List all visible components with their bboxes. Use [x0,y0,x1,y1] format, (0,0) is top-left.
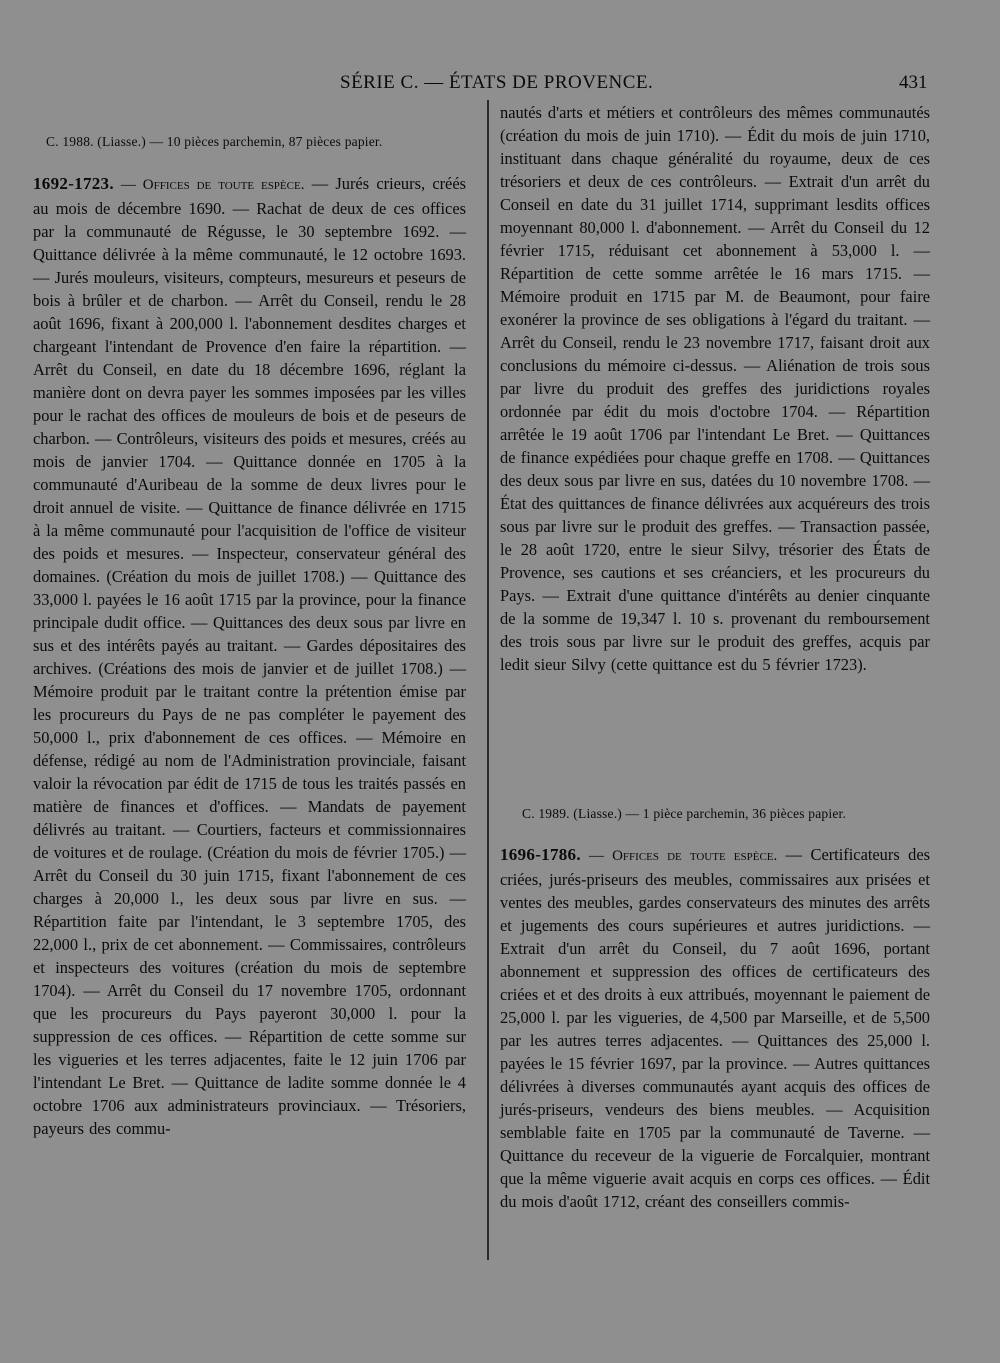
page-title: SÉRIE C. — ÉTATS DE PROVENCE. [340,72,654,93]
entry-c1988-text: — Jurés crieurs, créés au mois de décembre 1690. — Rachat de deux de ces offices par la communauté de Régusse, le 30 septembre 1692. — Quittance délivrée à la même communauté, le 12 octobre 1693. — Jurés mouleurs, visiteurs, compteurs, mesureurs et peseurs de bois à brûler et de charbon. — Arrêt du Conseil, rendu le 28 août 1696, fixant à 200,000 l. l'abonnement desdites charges et chargeant l'intendant de Provence d'en faire la répartition. — Arrêt du Conseil, en date du 18 décembre 1696, réglant la manière dont on devra payer les sommes imposées par les villes pour le rachat des offices de mouleurs de bois et de peseurs de charbon. — Contrôleurs, visiteurs des poids et mesures, créés au mois de janvier 1704. — Quittance donnée en 1705 à la communauté d'Auribeau de la somme de deux livres pour le droit annuel de visite. — Quittance de finance délivrée en 1715 à la même communauté pour l'acquisition de l'office de visiteur des poids et mesures. — Inspecteur, conservateur général des domaines. (Création du mois de juillet 1708.) — Quittance des 33,000 l. payées le 16 août 1715 par la province, pour la finance principale dudit office. — Quittances des deux sous par livre en sus et des intérêts payés au traitant. — Gardes dépositaires des archives. (Créations des mois de janvier et de juillet 1708.) — Mémoire produit par le traitant contre la prétention émise par les procureurs du Pays de ne pas compléter le payement des 50,000 l., prix d'abonnement de ces offices. — Mémoire en défense, rédigé au nom de l'Administration provinciale, faisant valoir la révocation par édit de 1715 de tous les traités passés en matière de finances et d'offices. — Mandats de payement délivrés au traitant. — Courtiers, facteurs et commissionnaires de voitures et de roulage. (Création du mois de février 1705.) — Arrêt du Conseil du 30 juin 1715, fixant l'abonnement de ces charges à 20,000 l., les deux sous par livre en sus. — Répartition faite par l'intendant, le 3 septembre 1705, des 22,000 l., prix de cet abonnement. — Commissaires, contrôleurs et inspecteurs des voitures (création du mois de septembre 1704). — Arrêt du Conseil du 17 novembre 1705, ordonnant que les procureurs du Pays payeront 30,000 l. pour la suppression de ces offices. — Répartition de cette somme sur les vigueries et les terres adjacentes, faite le 12 juin 1706 par l'intendant Le Bret. — Quittance de ladite somme donnée le 4 octobre 1706 aux administrateurs provinciaux. — Trésoriers, payeurs des commu- [33,174,467,1138]
entry-c1988-dates: 1692-1723. [33,174,114,193]
entry-c1988-continued [500,101,930,676]
column-divider [487,100,489,1260]
entry-caption-c1988: C. 1988. (Liasse.) — 10 pièces parchemin, 87 pièces papier. [46,134,383,149]
entry-c1989-text: — Certificateurs des criées, jurés-priseurs des meubles, commissaires aux prisées et ventes des meubles, gardes conservateurs des minutes des arrêts et jugements des cours supérieures et autres juridictions. — Extrait d'un arrêt du Conseil, du 7 août 1696, portant abonnement et suppression des offices de certificateurs des criées et et des droits à eux attribués, moyennant le paiement de 25,000 l. par les vigueries, de 4,500 par Marseille, et de 5,500 par les autres terres adjacentes. — Quittances des 25,000 l. payées le 15 février 1697, par la province. — Autres quittances délivrées à diverses communautés ayant acquis des offices de jurés-priseurs, vendeurs des biens meubles. — Acquisition semblable faite en 1705 par la communauté de Taverne. — Quittance du receveur de la viguerie de Forcalquier, montrant que la même viguerie avait acquis en corps ces offices. — Édit du mois d'août 1712, créant des conseillers commis- [500,845,930,1211]
page-header [0,72,1000,98]
entry-c1988-body [33,172,466,1140]
entry-c1989-dates: 1696-1786. [500,845,581,864]
entry-c1989-body [500,843,930,1213]
entry-c1989-paragraph [500,843,930,1213]
page-number: 431 [899,72,928,93]
entry-c1988-paragraph [33,172,466,1140]
entry-caption-c1989: C. 1989. (Liasse.) — 1 pièce parchemin, 36 pièces papier. [522,806,847,821]
entry-c1988-heading: — Offices de toute espèce. [113,177,305,193]
entry-c1988-continued-text: nautés d'arts et métiers et contrôleurs des mêmes communautés (création du mois de juin 1710). — Édit du mois de juin 1710, instituant dans chaque généralité du royaume, deux de ces trésoriers et deux de ces contrôleurs. — Extrait d'un arrêt du Conseil en date du 31 juillet 1714, supprimant lesdits offices moyennant 80,000 l. d'abonnement. — Arrêt du Conseil du 12 février 1715, réduisant cet abonnement à 53,000 l. — Répartition de cette somme arrêtée le 16 mars 1715. — Mémoire produit en 1715 par M. de Beaumont, pour faire exonérer la province de ses obligations à l'égard du traitant. — Arrêt du Conseil, rendu le 23 novembre 1717, faisant droit aux conclusions du mémoire ci-dessus. — Aliénation de trois sous par livre du produit des greffes des juridictions royales ordonnée par édit du mois d'octobre 1704. — Répartition arrêtée le 19 août 1706 par l'intendant Le Bret. — Quittances de finance expédiées pour chaque greffe en 1708. — Quittances des deux sous par livre en sus, datées du 10 novembre 1708. — État des quittances de finance délivrées aux acquéreurs des trois sous par livre sur le produit des greffes. — Transaction passée, le 28 août 1720, entre le sieur Silvy, trésorier des États de Provence, ses cautions et ses créanciers, et les procureurs du Pays. — Extrait d'une quittance d'intérêts au denier cinquante de la somme de 19,347 l. 10 s. provenant du remboursement des trois sous par livre sur le produit des greffes, acquis par ledit sieur Silvy (cette quittance est du 5 février 1723). [500,103,930,674]
entry-c1989-heading: — Offices de toute espèce. [580,848,778,864]
